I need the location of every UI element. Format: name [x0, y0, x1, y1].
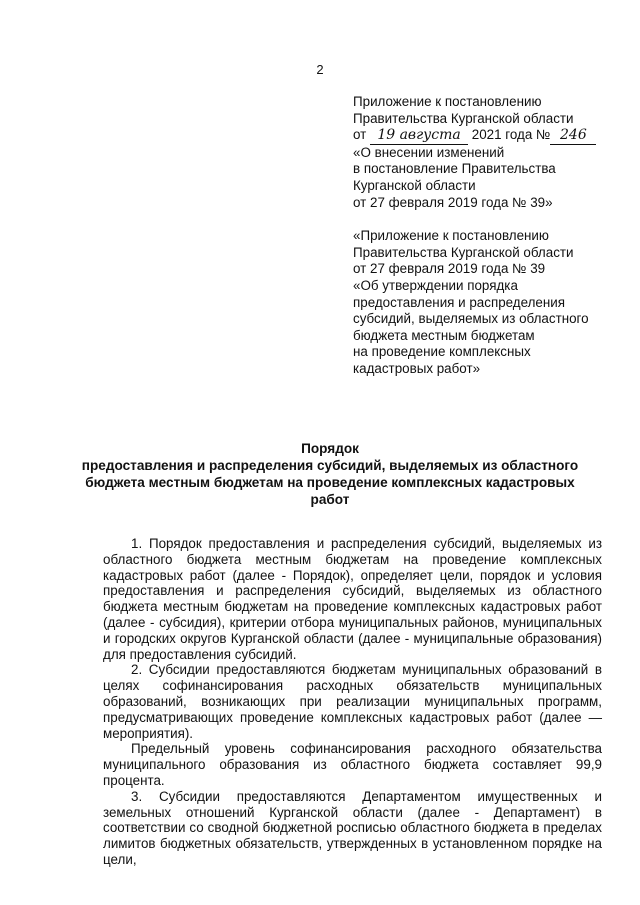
appendix2-line-8: на проведение комплексных — [353, 344, 531, 360]
appendix-line-6: Курганской области — [353, 177, 476, 193]
appendix2-line-7: бюджета местным бюджетам — [353, 327, 535, 343]
title-line-4: работ — [310, 492, 350, 507]
appendix-line-2: Правительства Курганской области — [353, 110, 574, 126]
title-line-3: бюджета местным бюджетам на проведение комплексных кадастровых — [85, 475, 575, 490]
appendix2-line-1: «Приложение к постановлению — [353, 228, 549, 244]
document-body — [103, 536, 602, 868]
date-prefix: от — [353, 127, 367, 143]
document-title — [60, 440, 600, 508]
page-number: 2 — [316, 62, 324, 77]
appendix2-line-3: от 27 февраля 2019 года № 39 — [353, 261, 546, 277]
appendix2-line-6: субсидий, выделяемых из областного — [353, 311, 589, 327]
spacer — [353, 211, 623, 228]
appendix-line-7: от 27 февраля 2019 года № 39» — [353, 194, 553, 210]
handwritten-number: 246 — [550, 127, 596, 145]
appendix2-line-5: предоставления и распределения — [353, 294, 565, 310]
appendix-line-1: Приложение к постановлению — [353, 94, 542, 109]
paragraph-2: 2. Субсидии предоставляются бюджетам муниципальных образований в целях софинансирования расходных обязательств муниципальных образований, возникающих при реализации муниципальных программ, предусматривающих проведение комплексных кадастровых работ (далее — мероприятия). — [103, 662, 602, 741]
title-line-1: Порядок — [301, 441, 359, 456]
appendix-line-4: «О внесении изменений — [353, 144, 505, 160]
handwritten-date: 19 августа — [370, 127, 468, 145]
appendix2-line-9: кадастровых работ» — [353, 360, 481, 376]
appendix2-line-4: «Об утверждении порядка — [353, 277, 518, 293]
paragraph-3: Предельный уровень софинансирования расходного обязательства муниципального образования из областного бюджета составляет 99,9 процента. — [103, 741, 602, 788]
appendix-header — [353, 94, 623, 378]
paragraph-4: 3. Субсидии предоставляются Департаментом имущественных и земельных отношений Курганской области (далее - Департамент) в соответствии со сводной бюджетной росписью областного бюджета в пределах лимитов бюджетных обязательств, утвержденных в установленном порядке на цели, — [103, 788, 602, 867]
appendix-date-line — [353, 127, 623, 145]
appendix-line-5: в постановление Правительства — [353, 161, 556, 177]
title-line-2: предоставления и распределения субсидий, выделяемых из областного — [81, 458, 579, 473]
appendix2-line-2: Правительства Курганской области — [353, 244, 574, 260]
paragraph-1: 1. Порядок предоставления и распределения субсидий, выделяемых из областного бюджета местным бюджетам на проведение комплексных кадастровых работ (далее - Порядок), определяет цели, порядок и условия предоставления и распределения субсидий, выделяемых из областного бюджета местным бюджетам на проведение комплексных кадастровых работ (далее - субсидия), критерии отбора муниципальных районов, муниципальных и городских округов Курганской области (далее - муниципальные образования) для предоставления субсидий. — [103, 536, 602, 662]
year-text: 2021 года № — [471, 127, 551, 143]
